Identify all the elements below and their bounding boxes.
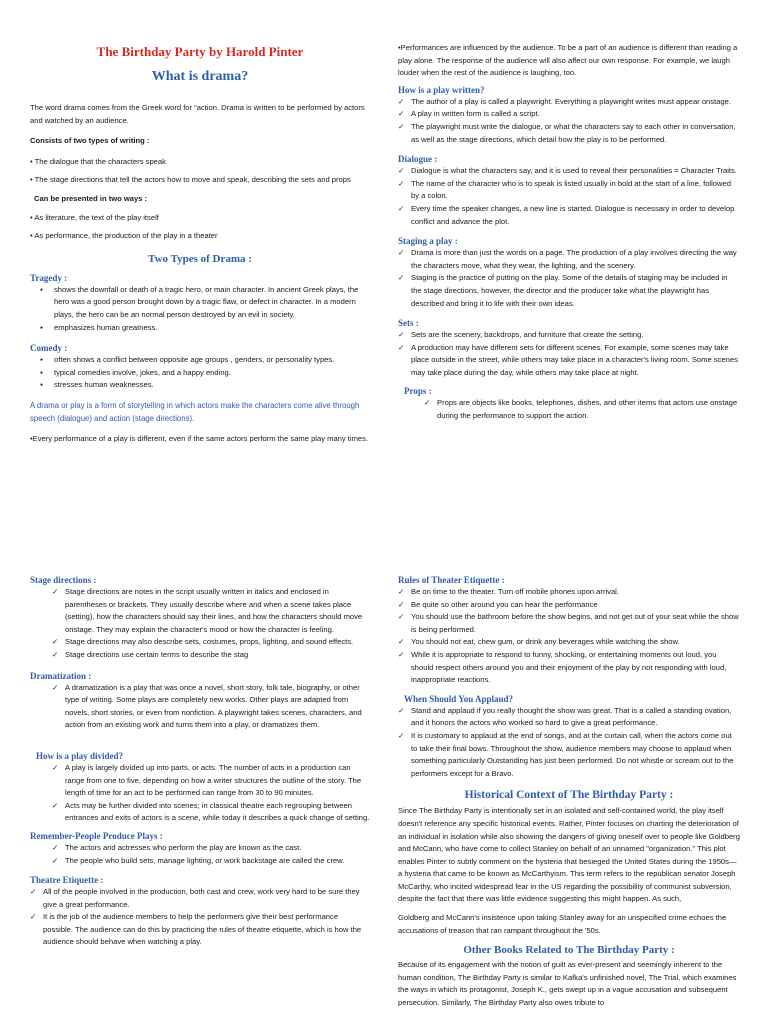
comedy-heading: Comedy : [30, 343, 68, 354]
document-title: The Birthday Party by Harold Pinter [96, 44, 304, 59]
list-item: ✓ A play in written form is called a script. [398, 108, 740, 121]
list-item: ✓ It is the job of the audience members to help the performers give their best performance possible. The audience can do this by practicing the rules of theatre etiquette, which is how the audience should behave when watching a play. [30, 911, 370, 949]
staging-list [398, 247, 740, 310]
list-item: ✓ You should not eat, chew gum, or drink any beverages while watching the show. [398, 636, 740, 649]
left-bottom-column [30, 574, 370, 949]
list-item: ● typical comedies involve, jokes, and a happy ending. [30, 367, 370, 380]
staging-heading: Staging a play : [398, 236, 458, 247]
list-item: ✓ You should use the bathroom before the show begins, and not get out of your seat while the show is being performed. [398, 611, 740, 636]
list-item: ✓ Stage directions use certain terms to describe the stag [52, 649, 370, 662]
list-item: ● stresses human weaknesses. [30, 379, 370, 392]
tragedy-heading: Tragedy : [30, 272, 68, 283]
what-is-drama-heading: What is drama? [151, 69, 249, 84]
audience-note: •Performances are influenced by the audience. To be a part of an audience is different than reading a play alone. The response of the audience will also affect our own response. For example, we laugh louder when the rest of the audience is laughing, too. [398, 43, 738, 78]
performance-different: •Every performance of a play is different, even if the same actors perform the same play many times. [30, 434, 369, 444]
dramatization-list [30, 682, 370, 732]
other-books-heading: Other Books Related to The Birthday Party : [463, 944, 675, 957]
applaud-list [398, 705, 740, 781]
theatre-etiquette-heading: Theatre Etiquette : [30, 875, 104, 886]
rules-etiquette-heading: Rules of Theater Etiquette : [398, 575, 505, 585]
list-item: ✓ Drama is more than just the words on a page. The production of a play involves directing the way the characters move, what they wear, the lighting, and the scenery. [398, 247, 740, 272]
list-item: ✓ It is customary to applaud at the end of songs, and at the curtain call, when the actors come out to take their final bows. Throughout the show, audience members may choose to applaud when something particularly Outstanding has just been performed. Do not whistle or scream out to the performers except for a Bravo. [398, 730, 740, 780]
play-divided-heading: How is a play divided? [36, 750, 124, 761]
historical-context-text: Since The Birthday Party is intentionally set in an isolated and self-contained world, the play itself doesn't reference any specific historical events. Rather, Pinter focuses on charting the deterioration of an individual in isolation while also showing the dangers of giving oneself over to people like Goldberg and McCann, who have come to collect Stanley on behalf of an unnamed "organization." This plot enables Pinter to subtly comment on the hysteria that besieged the United States during the 1950s—a hysteria that came to be known as McCarthyism. This term refers to the republican senator Joseph McCarthy, who incited widespread fear in the US regarding the possibility of communist subversion, despite the fact that there was little evidence suggesting this might happen. As such, [398, 806, 740, 904]
right-bottom-column [398, 574, 740, 1010]
list-item: ✓ Stage directions may also describe sets, costumes, props, lighting, and sound effects. [52, 636, 370, 649]
props-list [398, 397, 740, 422]
list-item: ✓ Dialogue is what the characters say, and it is used to reveal their personalities = Character Traits. [398, 165, 740, 178]
list-item: ✓ A production may have different sets for different scenes. For example, some scenes may take place outside in the street, while others may take place in a character's living room. Some scenes may take place during the day, while others may take place at night. [398, 342, 740, 380]
two-types-heading: Two Types of Drama : [148, 252, 252, 265]
stage-directions-heading: Stage directions : [30, 575, 97, 585]
list-item: ✓ Acts may be further divided into scenes; in classical theatre each regrouping between entrances and exits of actors is a scene, while today it describes a quick change of setting. [52, 800, 370, 825]
list-item: ✓ Stage directions are notes in the script usually written in italics and enclosed in parentheses or brackets. They usually describe where and when a scene takes place (setting), how the characters should say their lines, and how the characters should move onstage. They may explain the character's mood or how the character is feeling. [52, 586, 370, 636]
people-produce-list [30, 842, 370, 867]
presented-1: • As literature, the text of the play itself [30, 212, 159, 222]
historical-context-heading: Historical Context of The Birthday Party : [464, 789, 674, 802]
list-item: ✓ Props are objects like books, telephones, dishes, and other items that actors use onstage during the performance to support the action. [424, 397, 740, 422]
list-item: ✓ The name of the character who is to speak is listed usually in bold at the start of a line, followed by a colon. [398, 178, 740, 203]
list-item: ✓ The people who build sets, manage lighting, or work backstage are called the crew. [52, 855, 370, 868]
rules-etiquette-list [398, 586, 740, 687]
list-item: ✓ A play is largely divided up into parts, or acts. The number of acts in a production can range from one to five, depending on how a writer structures the outline of the story. The length of time for an act to be performed can range from 30 to 90 minutes. [52, 762, 370, 800]
drama-definition: A drama or play is a form of storytelling in which actors make the characters come alive through speech (dialogue) and action (stage directions). [30, 400, 360, 423]
right-top-column [398, 42, 740, 423]
presented-2: • As performance, the production of the play in a theater [30, 231, 218, 241]
theatre-etiquette-list [30, 886, 370, 949]
applaud-heading: When Should You Applaud? [404, 693, 513, 704]
writing-types-heading: Consists of two types of writing : [30, 136, 150, 146]
list-item: ● often shows a conflict between opposite age groups , genders, or personality types. [30, 354, 370, 367]
dialogue-heading: Dialogue : [398, 154, 438, 165]
list-item: ✓ The author of a play is called a playwright. Everything a playwright writes must appear onstage. [398, 96, 740, 109]
tragedy-list [30, 284, 370, 334]
list-item: ✓ Every time the speaker changes, a new line is started. Dialogue is necessary in order to develop conflict and advance the plot. [398, 203, 740, 228]
sets-heading: Sets : [398, 318, 419, 329]
list-item: ✓ The playwright must write the dialogue, or what the characters say to each other in conversation, as well as the stage directions, which detail how the play is to be performed. [398, 121, 740, 146]
list-item: ✓ Be quite so other around you can hear the performance [398, 599, 740, 612]
list-item: ✓ The actors and actresses who perform the play are known as the cast. [52, 842, 370, 855]
drama-intro: The word drama comes from the Greek word for “action. Drama is written to be performed by actors and watched by an audience. [30, 103, 365, 125]
writing-type-1: • The dialogue that the characters speak [30, 156, 166, 166]
list-item: ✓ All of the people involved in the production, both cast and crew, work very hard to be sure they give a great performance. [30, 886, 370, 911]
list-item: ● shows the downfall or death of a tragic hero, or main character. In ancient Greek plays, the hero was a good person brought down by a tragic flaw, or defect in character. In a modern plays, the hero can be an normal person destroyed by an evil in society. [30, 284, 370, 322]
list-item: ✓ Be on time to the theater. Turn off mobile phones upon arrival. [398, 586, 740, 599]
list-item: ✓ Sets are the scenery, backdrops, and furniture that create the setting. [398, 329, 740, 342]
how-written-list [398, 96, 740, 146]
writing-type-2: • The stage directions that tell the actors how to move and speak, describing the sets and props [30, 175, 351, 185]
how-written-heading: How is a play written? [398, 84, 485, 95]
people-produce-heading: Remember-People Produce Plays : [30, 830, 163, 841]
list-item: ✓ Stand and applaud if you really thought the show was great. That is a called a standing ovation, and it honors the actors who worked so hard to give a great performance. [398, 705, 740, 730]
other-books-text: Because of its engagement with the notion of guilt as ever-present and seemingly inherent to the human condition, The Birthday Party is similar to Kafka's unfinished novel, The Trial, which examines the ways in which its protagonist, Joseph K., gets swept up in a vague accusation and subsequent persecution. Similarly, The Birthday Party also owes tribute to [398, 960, 737, 1008]
play-divided-list [30, 762, 370, 825]
sets-list [398, 329, 740, 379]
list-item: ✓ While it is appropriate to respond to funny, shocking, or entertaining moments out loud, you should respect others around you and their enjoyment of the play by not responding with loud, inappropriate reactions. [398, 649, 740, 687]
list-item: ✓ Staging is the practice of putting on the play. Some of the details of staging may be included in the stage directions, however, the director and the producer take what the playwright has described and bring it to life with their own ideas. [398, 272, 740, 310]
presented-heading: Can be presented in two ways : [34, 193, 148, 203]
dialogue-list [398, 165, 740, 228]
dramatization-heading: Dramatization : [30, 670, 92, 681]
historical-context-text-2: Goldberg and McCann's insistence upon taking Stanley away for an unspecified crime echoes the accusations of treason that ran rampant throughout the '50s. [398, 913, 727, 935]
left-top-column [30, 44, 370, 446]
stage-directions-list [30, 586, 370, 662]
list-item: ✓ A dramatization is a play that was once a novel, short story, folk tale, biography, or other type of writing. Some plays are completely new works. Other plays are adapted from novels, short stories, or even from nonfiction. A playwright takes scenes, characters, and action from an existing work and turns them into a play, or dramatizes them. [52, 682, 370, 732]
comedy-list [30, 354, 370, 392]
list-item: ● emphasizes human greatness. [30, 322, 370, 335]
props-heading: Props : [404, 386, 432, 397]
